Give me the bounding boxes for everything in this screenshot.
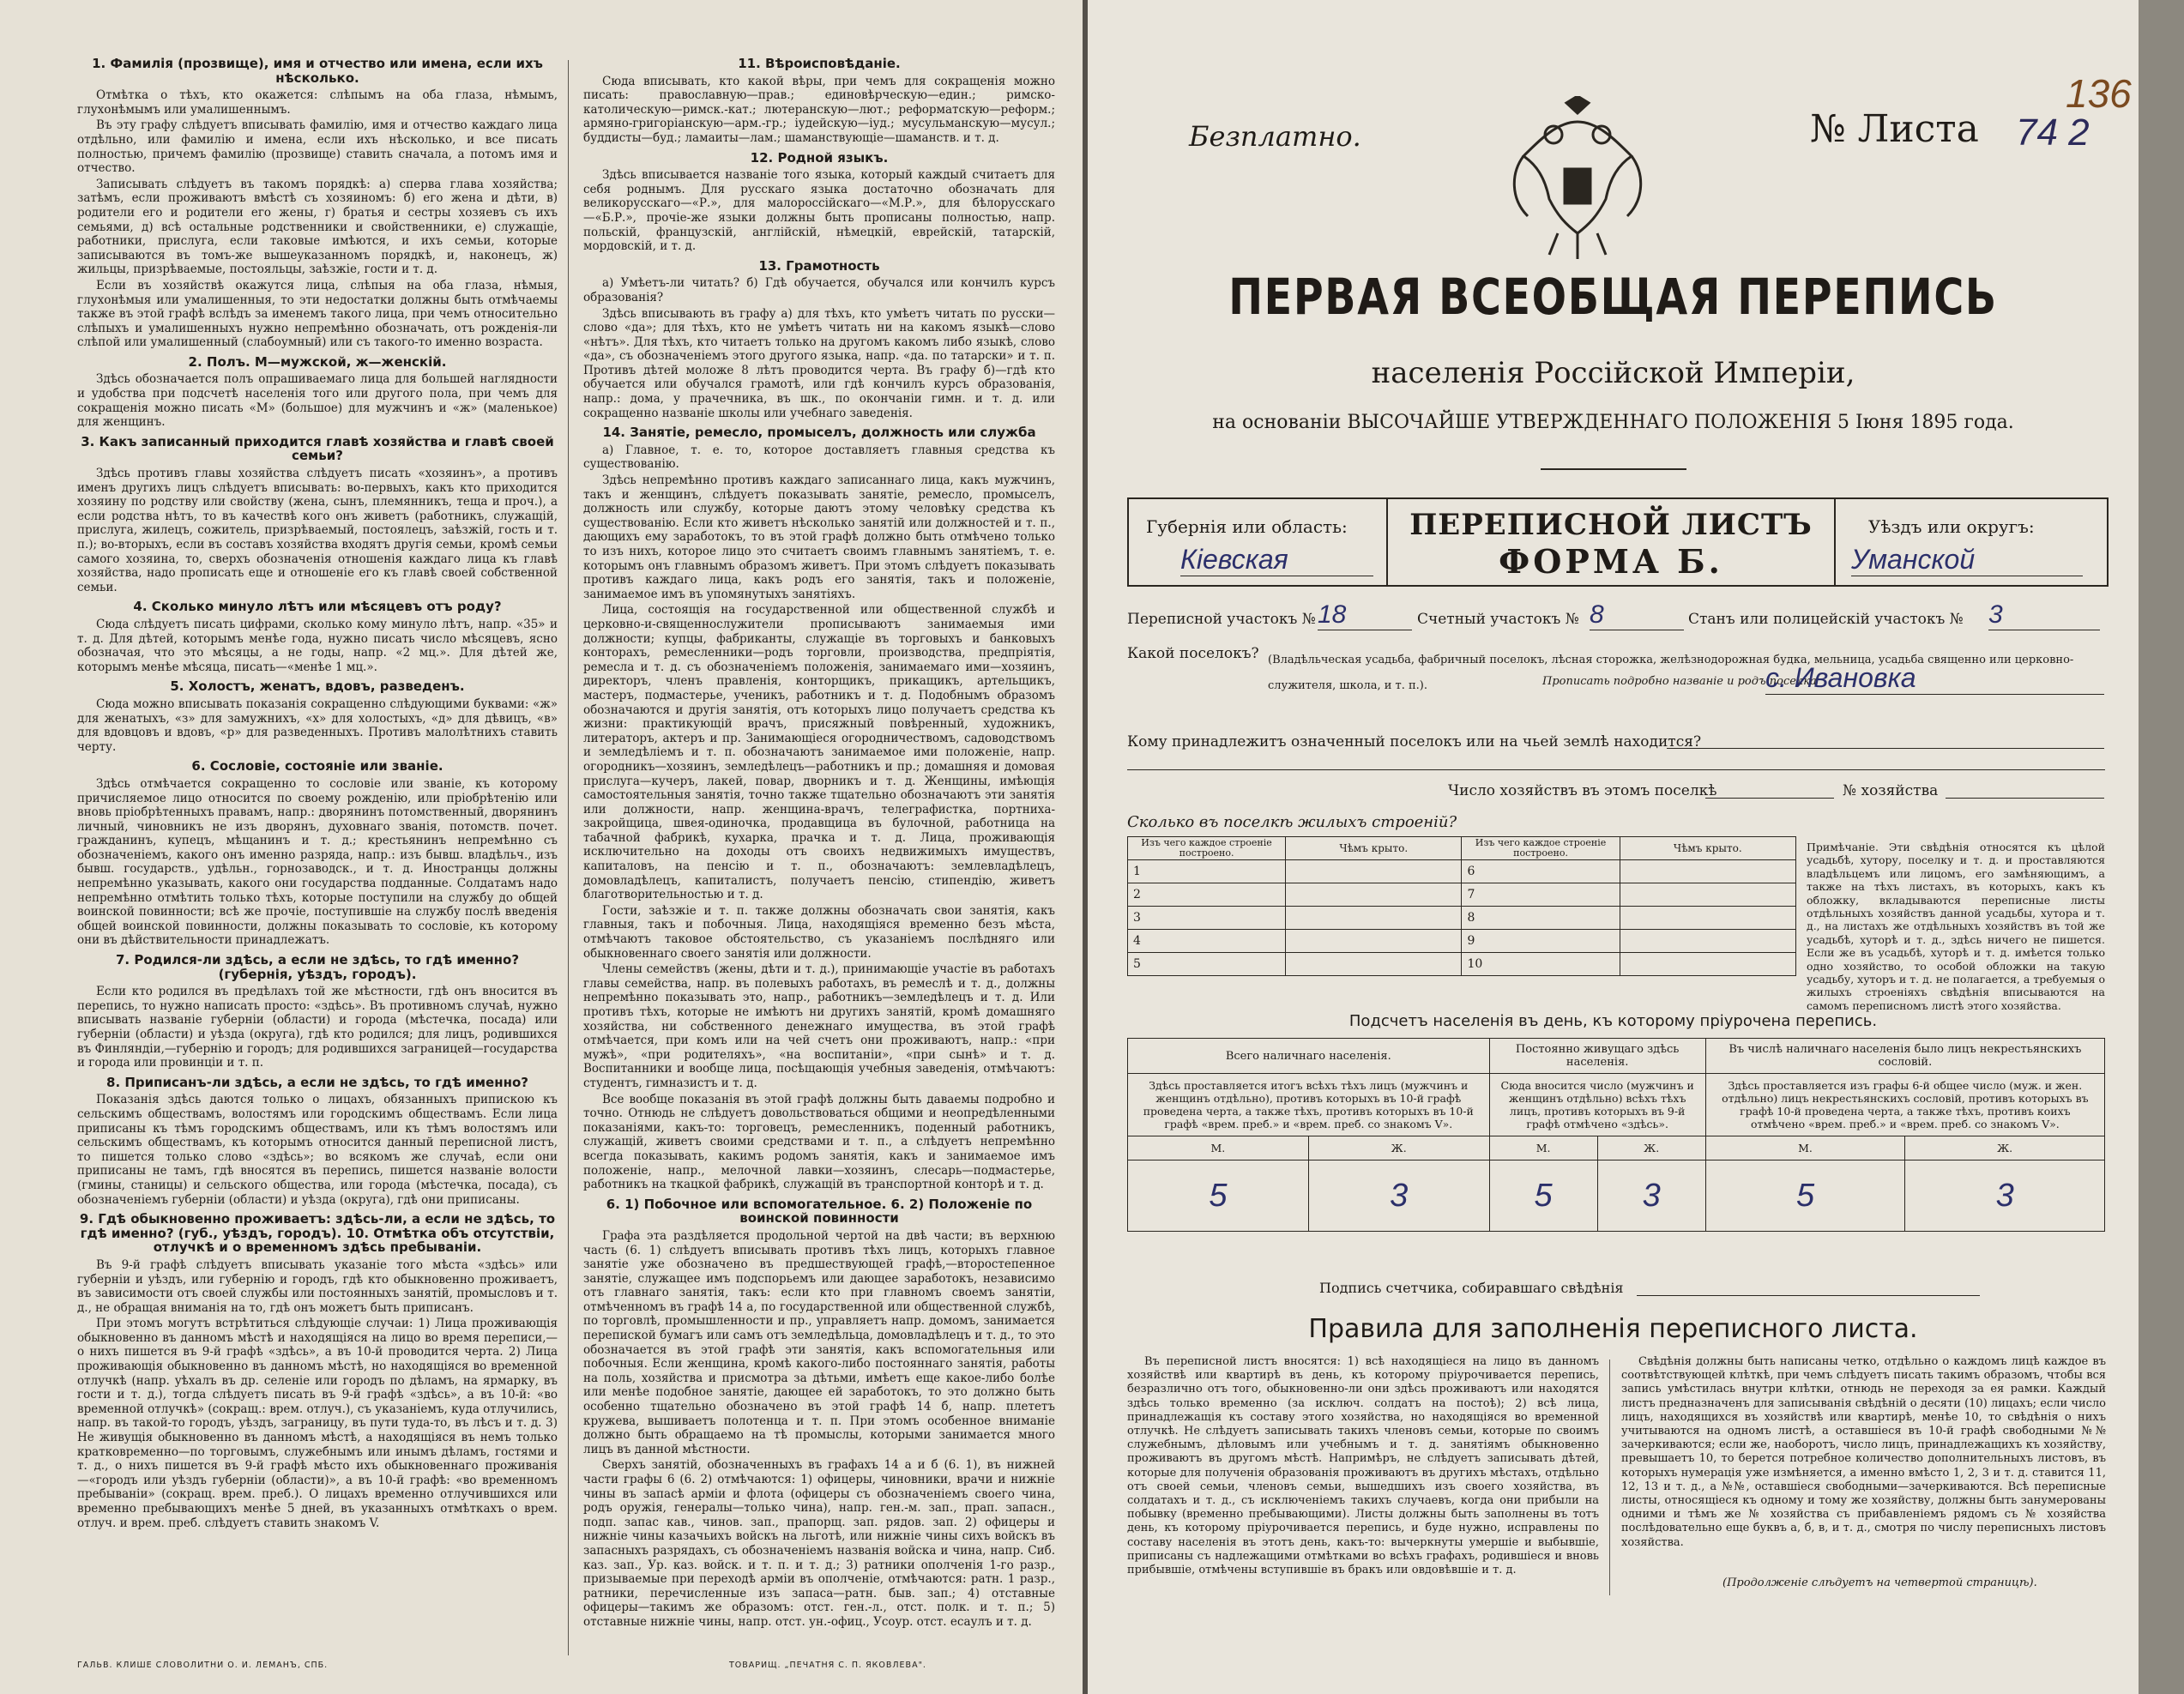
uezd-cell [1834, 499, 2107, 585]
poselok-value: с. Ивановка [1765, 662, 2104, 695]
section-heading: 9. Гдѣ обыкновенно проживаетъ: здѣсь-ли, а если не здѣсь, то гдѣ именно? (губ., уѣздъ, городъ). 10. Отмѣтка объ отсутствіи, отлучкѣ и о временномъ здѣсь пребываніи. [79, 1211, 556, 1256]
paragraph: Показанія здѣсь даются только о лицахъ, обязанныхъ припискою къ сельскимъ обществамъ, волостямъ или городскимъ обществамъ. Если лица приписаны къ тѣмъ городскимъ обществамъ, или къ тѣмъ волостямъ или сельскимъ обществамъ, къ которымъ относится данный переписной листъ, то пишется только слово «здѣсь»; во всякомъ же случаѣ, если они приписаны не тамъ, гдѣ вносятся въ перепись, пишется названіе волости (гмины, станицы) и сельского общества, или города (мѣстечка, посада), съ обозначеніемъ губерніи (области) и уѣзда (округа), гдѣ они приписаны. [77, 1093, 558, 1207]
household-number-line [1946, 796, 2104, 799]
paragraph: Сюда можно вписывать показанія сокращенно слѣдующими буквами: «ж» для женатыхъ, «з» для замужнихъ, «х» для холостыхъ, «д» для дѣвицъ, «в» для вдовцовъ и вдовъ, «р» для разведенныхъ. Противъ малолѣтнихъ ставить черту. [77, 696, 558, 754]
total-present-description: Здѣсь проставляется итогъ всѣхъ тѣхъ лицъ (мужчинъ и женщинъ отдѣльно), противъ которыхъ въ 10-й графѣ проведена черта, а также тѣхъ, противъ которыхъ въ 10-й графѣ «врем. преб.» и «врем. преб. со знакомъ V». [1128, 1074, 1490, 1136]
section-heading: 6. 1) Побочное или вспомогательное. 6. 2) Положеніе по воинской повинности [606, 1196, 1033, 1227]
row-num: 4 [1128, 930, 1286, 953]
section-heading: 1. Фамилія (прозвище), имя и отчество или имена, если ихъ нѣсколько. [92, 56, 543, 86]
guberniya-value: Кіевская [1180, 544, 1373, 576]
count-table-header [1128, 1039, 2105, 1074]
perepisnoy-uchastok-label: Переписной участокъ № [1127, 611, 1316, 628]
buildings-table-header [1128, 837, 1796, 860]
paragraph: Если кто родился въ предѣлахъ той же мѣстности, гдѣ онъ вносится въ перепись, то нужно написать просто: «здѣсь». Въ противномъ случаѣ, нужно вписывать названіе губерніи (области) и города (мѣстечка, посада) или губерніи (области) и уѣзда (округа), гдѣ кто родился; для лицъ, родившихся въ Финляндіи,—губернію и городъ; для родившихся заграницей—государства и города или провинціи и т. п. [77, 985, 558, 1070]
paragraph: а) Умѣетъ-ли читать? б) Гдѣ обучается, обучался или кончилъ курсъ образованія? [583, 276, 1055, 304]
count-table-descriptions [1128, 1074, 2105, 1136]
free-label: Безплатно. [1189, 120, 1361, 153]
schetny-uchastok-label: Счетный участокъ № [1417, 611, 1579, 628]
paragraph: Здѣсь противъ главы хозяйства слѣдуетъ писать «хозяинъ», а противъ именъ другихъ лицъ слѣдуетъ вписывать: во-первыхъ, какъ кто приходится хозяину по родству или свойству (жена, сынъ, племянникъ, теща и проч.), а если родства нѣтъ, то въ качествѣ кого онъ живетъ (работникъ, служащій, прислуга, жилецъ, сожитель, призрѣваемый, постоялецъ, заѣзжій, гость и т. п.); во-вторыхъ, если въ составъ хозяйства входятъ другія семьи, кромѣ семьи самого хозяина, то, сверхъ обозначенія отношенія каждаго лица къ главѣ хозяйства, надо прописать еще и отношеніе его къ главѣ своей собственной семьи. [77, 467, 558, 594]
total-male-value: 5 [1128, 1160, 1309, 1232]
owner-value-line [1667, 746, 2104, 749]
stan-label: Станъ или полицейскій участокъ № [1688, 611, 1964, 628]
male-label: М. [1489, 1136, 1597, 1160]
population-count-table [1127, 1038, 2105, 1232]
census-form-page [1088, 0, 2139, 1694]
section-heading: 14. Занятіе, ремесло, промыселъ, должность или служба [602, 425, 1036, 441]
schetny-uchastok-value: 8 [1590, 600, 1684, 630]
roof-header: Чѣмъ крыто. [1286, 837, 1462, 860]
rules-title: Правила для заполненія переписного листа. [1308, 1314, 1918, 1344]
paragraph: Здѣсь вписывають въ графу а) для тѣхъ, кто умѣетъ читать по русски—слово «да»; для тѣхъ, кто не умѣетъ читать ни на какомъ языкѣ—слово «нѣтъ». Для тѣхъ, кто читаетъ только на другомъ какомъ либо языкѣ, слово «да», съ обозначеніемъ этого другого языка, напр. «да. по татарски» и т. п. Противъ дѣтей моложе 8 лѣтъ проводится черта. Въ графу б)—гдѣ кто обучается или обучался грамотѣ, или гдѣ кончилъ курсъ образованія, напр.: дома, у прачечника, въ шк., по окончаніи гимн. и т. д. или сокращенно названіе школы или учебнаго заведенія. [583, 306, 1055, 420]
count-table-sex-labels [1128, 1136, 2105, 1160]
households-label: Число хозяйствъ въ этомъ поселкѣ [1448, 782, 1717, 799]
paragraph: При этомъ могутъ встрѣтиться слѣдующіе случаи: 1) Лица проживающія обыкновенно въ данномъ мѣстѣ и находящіяся на лицо во время переписи,—о нихъ пишется въ 9-й графѣ «здѣсь», а въ 10-й проводится черта. 2) Лица проживающія обыкновенно въ данномъ мѣстѣ, но находящіяся во временной отлучкѣ (напр. уѣхалъ въ др. селеніе или городъ по дѣламъ, на ярмарку, въ гости и т. д.), тогда слѣдуетъ писать въ 9-й графѣ «здѣсь», а въ 10-й: «во временной отлучкѣ» (сокращ.: врем. отлуч.), съ указаніемъ, куда отлучились, напр. въ такой-то городъ, уѣздъ, заграницу, въ пути туда-то, въ лѣсъ и т. д. 3) Не живущія обыкновенно въ данномъ мѣстѣ, а находящіяся въ немъ только кратковременно—по торговымъ, служебнымъ или инымъ дѣламъ, гостями и т. д., о нихъ пишется въ 9-й графѣ мѣсто ихъ обыкновеннаго проживанія—«городъ или уѣздъ губерніи (области)», а въ 10-й графѣ: «во временномъ пребываніи» (сокращ. врем. преб.). О лицахъ временно отлучившихся или временно пребывающихъ менѣе 5 дней, въ указанныхъ отмѣткахъ о врем. отлуч. и врем. преб. слѣдуетъ ставить знакомъ V. [77, 1317, 558, 1530]
row-num: 10 [1462, 953, 1620, 976]
instructions-column-1 [77, 51, 558, 1532]
count-table-values [1128, 1160, 2105, 1232]
table-row [1128, 907, 1796, 930]
household-number-label: № хозяйства [1843, 782, 1939, 799]
buildings-table [1127, 836, 1796, 976]
uezd-value: Уманской [1851, 544, 2083, 576]
section-heading: 12. Родной языкъ. [750, 149, 889, 166]
non-peasant-header: Въ числѣ наличнаго населенія было лицъ некрестьянскихъ сословій. [1705, 1039, 2104, 1074]
paragraph: Записывать слѣдуетъ въ такомъ порядкѣ: а) сперва глава хозяйства; затѣмъ, если проживаютъ вмѣстѣ съ хозяиномъ: б) его жена и дѣти, в) родители его и родители его жены, г) братья и сестры хозяевъ съ ихъ семьями, д) всѣ остальные родственники и свойственники, е) служащіе, работники, прислуга, если таковые имѣются, и ихъ семьи, которые записываются въ томъ-же вышеуказанномъ порядкѣ, и, наконецъ, ж) жильцы, призрѣваемые, постояльцы, заѣзжіе, гости и т. д. [77, 177, 558, 277]
form-title-cell [1386, 499, 1836, 585]
poselok-label: Какой поселокъ? [1127, 645, 1259, 662]
total-present-header: Всего наличнаго населенія. [1128, 1039, 1490, 1074]
form-title: ПЕРЕПИСНОЙ ЛИСТЪ [1409, 508, 1813, 542]
table-row [1128, 953, 1796, 976]
total-female-value: 3 [1308, 1160, 1489, 1232]
census-title: ПЕРВАЯ ВСЕОБЩАЯ ПЕРЕПИСЬ [1228, 268, 1998, 326]
paragraph: Лица, состоящія на государственной или общественной службѣ и церковно-и-священнослужители прописываютъ занимаемыя ими должности; купцы, фабриканты, служащіе въ торговыхъ и банковыхъ конторахъ, ремесленники—родъ торговли, производства, предпріятія, ремесла и т. д. съ обозначеніемъ положенія, занимаемаго ими—хозяинъ, директоръ, членъ правленія, конторщикъ, прикащикъ, артельщикъ, мастеръ, подмастерье, ученикъ, работникъ и т. д. Подобнымъ образомъ обозначаются и другія занятія, отъ которыхъ лицо получаетъ средства къ жизни: практикующій врачъ, присяжный повѣренный, художникъ, литераторъ, актеръ и пр. Занимающіеся огородничествомъ, садоводствомъ и земледѣліемъ и т. п. обозначаютъ занимаемое ими положеніе, напр. огородникъ—хозяинъ, земледѣлецъ—работникъ и пр.; домашняя и домовая прислуга—кучеръ, лакей, повар, дворникъ и т. д. Женщины, имѣющія самостоятельныя занятія, точно также тщательно обозначаютъ эти занятія или должности, напр. женщина-врачъ, телеграфистка, портниха-закройщица, швея-одиночка, продавщица въ булочной, работница на табачной фабрикѣ, кухарка, прачка и т. д. Лица, проживающія исключительно на доходы отъ своихъ недвижимыхъ имуществъ, капиталовъ, на пенсію и т. п., обозначаютъ: землевладѣлецъ, домовладѣлецъ, капиталистъ, получаетъ пенсію, стипендію, живетъ благотворительностью и т. д. [583, 603, 1055, 902]
guberniya-label: Губернія или область: [1146, 516, 1348, 537]
stan-value: 3 [1988, 600, 2100, 630]
row-num: 2 [1128, 883, 1286, 907]
instructions-column-2 [583, 51, 1055, 1631]
paragraph: Здѣсь непремѣнно противъ каждаго записаннаго лица, какъ мужчинъ, такъ и женщинъ, слѣдуетъ показывать занятіе, ремесло, промыселъ, должность или службу, которые даютъ этому человѣку средства къ существованію. Если кто живетъ нѣсколько занятій или должностей и т. п., дающихъ ему заработокъ, то въ этой графѣ должно быть отмѣчено только то изъ нихъ, которое лицо это считаетъ своимъ главнымъ занятіемъ, т. е. которымъ онъ главнымъ образомъ живетъ. При этомъ слѣдуетъ показывать противъ каждаго лица, какъ родъ его занятія, такъ и положеніе, занимаемое имъ въ упомянутыхъ занятіяхъ. [583, 473, 1055, 601]
paragraph: Сюда слѣдуетъ писать цифрами, сколько кому минуло лѣтъ, напр. «35» и т. д. Для дѣтей, которымъ менѣе года, нужно писать число мѣсяцевъ, ясно обозначая, что это мѣсяцы, а не годы, напр. «2 мц.». Для дѣтей же, которымъ менѣе мѣсяца, писать—«менѣе 1 мц.». [77, 617, 558, 674]
rules-divider [1609, 1359, 1610, 1595]
counter-signature-label: Подпись счетчика, собиравшаго свѣдѣнія [1319, 1280, 1624, 1296]
row-num: 3 [1128, 907, 1286, 930]
section-heading: 5. Холостъ, женатъ, вдовъ, разведенъ. [170, 678, 465, 695]
counter-signature-line [1637, 1293, 1980, 1296]
female-label: Ж. [1597, 1136, 1705, 1160]
population-count-title: Подсчетъ населенія въ день, къ которому пріурочена перепись. [1348, 1012, 1878, 1030]
section-heading: 7. Родился-ли здѣсь, а если не здѣсь, то гдѣ именно? (губернія, уѣздъ, городъ). [115, 952, 520, 982]
rules-text-left: Въ переписной листъ вносятся: 1) всѣ находящіеся на лицо въ данномъ хозяйствѣ или квартирѣ въ день, къ которому пріурочивается перепись, безразлично отъ того, обыкновенно-ли они здѣсь проживаютъ или находятся здѣсь только временно (за исключ. солдатъ на постоѣ); 2) всѣ лица, принадлежащія къ составу этого хозяйства, но находящіяся во временной отлучкѣ. Не слѣдуетъ записывать такихъ членовъ семьи, которые по своимъ служебнымъ, дѣловымъ или учебнымъ и т. д. занятіямъ обыкновенно проживаютъ въ другомъ мѣстѣ. Напримѣръ, не слѣдуетъ записывать дѣтей, которые для полученія образованія проживаютъ въ другихъ мѣстахъ, отдѣльно отъ своей семьи, членовъ семьи, вышедшихъ изъ своего хозяйства, въ солдатахъ и т. д., съ исключеніемъ такихъ случаевъ, когда они прибыли на побывку (временно пребывающими). Листы должны быть заполнены въ тотъ день, къ которому пріурочивается перепись, и буде нужно, исправлены по составу населенія въ этотъ день, какъ-то: вычеркнуты умершіе и выбывшіе, приписаны съ надлежащими отмѣтками во всѣхъ графахъ, родившіеся и вновь прибывшіе, отмѣчены вступившіе въ бракъ или овдовѣвшіе и т. д. [1127, 1355, 1599, 1577]
female-label: Ж. [1308, 1136, 1489, 1160]
section-heading: 11. Вѣроисповѣданіе. [738, 56, 901, 71]
row-num: 6 [1462, 860, 1620, 883]
double-headed-eagle-emblem-icon [1506, 96, 1649, 268]
sheet-number-label: № Листа [1810, 107, 1979, 151]
paragraph: Сюда вписывать, кто какой вѣры, при чемъ для сокращенія можно писать: православную—прав.; единовѣрческую—един.; римско-католическую—римск.-кат.; лютеранскую—лют.; реформатскую—реформ.; армяно-григоріанскую—арм.-гр.; іудейскую—іуд.; мусульманскую—мусул.; буддисты—буд.; ламаиты—лам.; шаманствующіе—шаманств. и т. д. [583, 74, 1055, 145]
table-row [1128, 930, 1796, 953]
owner-value-line-2 [1127, 768, 2105, 770]
permanent-residents-description: Сюда вносится число (мужчинъ и женщинъ отдѣльно) всѣхъ тѣхъ лицъ, противъ которыхъ въ 9-й графѣ отмѣчено «здѣсь». [1489, 1074, 1705, 1136]
row-num: 9 [1462, 930, 1620, 953]
row-num: 1 [1128, 860, 1286, 883]
perepisnoy-uchastok-value: 18 [1318, 600, 1412, 630]
non-peasant-male-value: 5 [1705, 1160, 1905, 1232]
uezd-label: Уѣздъ или округъ: [1868, 516, 2035, 537]
paragraph: Въ эту графу слѣдуетъ вписывать фамилію, имя и отчество каждаго лица отдѣльно, или фамилію и имена, если ихъ нѣсколько, и все писать полностью, причемъ фамилію (прозвище) ставить сначала, а потомъ имя и отчество. [77, 118, 558, 176]
section-heading: 4. Сколько минуло лѣтъ или мѣсяцевъ отъ роду? [133, 599, 502, 615]
title-divider [1541, 468, 1686, 470]
left-page [0, 0, 1083, 1694]
households-value-line [1705, 796, 1834, 799]
archive-page-number: 136 [2066, 71, 2132, 116]
paragraph: Въ 9-й графѣ слѣдуетъ вписывать указаніе того мѣста «здѣсь» или губерніи и уѣздъ, или губернію и городъ, гдѣ кто обыкновенно проживаетъ, въ зависимости отъ своей службы или постоянныхъ занятій, промысловъ и т. д., не обращая вниманія на то, гдѣ онъ можетъ быть приписанъ. [77, 1257, 558, 1315]
table-row [1128, 860, 1796, 883]
row-num: 8 [1462, 907, 1620, 930]
paragraph: Если въ хозяйствѣ окажутся лица, слѣпыя на оба глаза, нѣмыя, глухонѣмыя или умалишенныя, то эти недостатки должны быть отмѣчаемы также въ этой графѣ вслѣдъ за именемъ такого лица, при чемъ относительно слѣпыхъ и умалишенныхъ нужно непремѣнно обозначать, отъ рожденія-ли слѣпой или умалишенный (слабоумный) или съ такого-то именно возраста. [77, 278, 558, 350]
permanent-residents-header: Постоянно живущаго здѣсь населенія. [1489, 1039, 1705, 1074]
buildings-note: Примѣчаніе. Эти свѣдѣнія относятся къ цѣлой усадьбѣ, хутору, поселку и т. д. и проставляются владѣльцемъ или лицомъ, его замѣняющимъ, а также на тѣхъ листахъ, въ которыхъ, какъ къ обложку, вкладываются переписные листы отдѣльныхъ хозяйствъ данной усадьбы, хутора и т. д., на листахъ же отдѣльныхъ хозяйствъ въ той же усадьбѣ, хуторѣ и т. д., здѣсь ничего не пишется. Если же въ усадьбѣ, хуторѣ и т. д. имѣется только одно хозяйство, то особой обложки на такую усадьбу, хуторъ и т. д. не полагается, а требуемыя о жилыхъ строеніяхъ свѣдѣнія вписываются на самомъ переписномъ листѣ этого хозяйства. [1807, 841, 2105, 1012]
next-page-edge [2139, 0, 2184, 1694]
paragraph: Графа эта раздѣляется продольной чертой на двѣ части; въ верхнюю часть (6. 1) слѣдуетъ вписывать противъ тѣхъ лицъ, которыхъ главное занятіе уже обозначено въ предшествующей графѣ,—второстепенное занятіе, служащее имъ подспорьемъ или дающее заработокъ, независимо отъ главнаго занятія, такъ: если кто при главномъ своемъ занятіи, отмѣченномъ въ графѣ 14 а, по государственной или общественной службѣ, по торговлѣ, промышленности и пр., управляетъ напр. домомъ, занимается перепиской бумагъ или самъ отъ земледѣльца, домовладѣлецъ и т. д., то это обозначается въ этой графѣ эти занятія, какъ вспомогательныя или побочныя. Если женщина, кромѣ какого-либо постояннаго занятія, работы на поль, хозяйства и присмотра за дѣтьми, имѣетъ еще какое-либо болѣе или менѣе подобное занятіе, дающее ей заработокъ, то это должно быть особенно тщательно обозначено въ этой графѣ 14 б, напр. плететъ кружева, вышиваетъ полотенца и т. п. При этомъ особенное вниманіе должно быть обращаемо на тѣ промыслы, которыми занимается много лицъ въ данной мѣстности. [583, 1228, 1055, 1456]
row-num: 5 [1128, 953, 1286, 976]
column-divider [568, 60, 569, 1655]
census-decree: на основаніи ВЫСОЧАЙШЕ УТВЕРЖДЕННАГО ПОЛОЖЕНІЯ 5 Іюня 1895 года. [1212, 412, 2014, 433]
section-heading: 3. Какъ записанный приходится главѣ хозяйства и главѣ своей семьи? [81, 433, 554, 464]
census-subtitle: населенія Россійской Имперіи, [1371, 356, 1855, 390]
rules-text-right: Свѣдѣнія должны быть написаны четко, отдѣльно о каждомъ лицѣ каждое въ соотвѣтствующей клѣткѣ, при чемъ слѣдуетъ писать такимъ образомъ, чтобы вся запись умѣстилась внутри клѣтки, отнюдь не переходя за ея рамки. Каждый листъ предназначенъ для записыванія свѣдѣній о десяти (10) лицахъ; если число лицъ, находящихся въ хозяйствѣ или квартирѣ, менѣе 10, то свѣдѣнія о нихъ учитываются на одномъ листѣ, а оставшіеся въ 10-й графѣ свободными №№ зачеркиваются; если же, наоборотъ, число лицъ, принадлежащихъ къ хозяйству, превышаетъ 10, то берется потребное количество дополнительныхъ листовъ, въ которыхъ нумерація уже измѣняется, а именно вмѣсто 1, 2, 3 и т. д. ставится 11, 12, 13 и т. д., а №№, оставшіеся свободными—зачеркиваются. Всѣ переписные листы, относящіеся къ одному и тому же хозяйству, должны быть занумерованы одними и тѣмъ же № хозяйства съ прибавленіемъ рядомъ съ № хозяйства послѣдовательно еще буквъ а, б, в, и т. д., смотря по числу переписныхъ листовъ хозяйства. [1621, 1355, 2106, 1549]
printer-credit-right: ТОВАРИЩ. „ПЕЧАТНЯ С. П. ЯКОВЛЕВА". [729, 1661, 926, 1670]
buildings-label: Сколько въ поселкѣ жилыхъ строеній? [1127, 813, 1457, 831]
paragraph: Все вообще показанія въ этой графѣ должны быть даваемы подробно и точно. Отнюдь не слѣдуетъ довольствоваться общими и неопредѣленными показаніями, какъ-то: торговецъ, ремесленникъ, поденный работникъ, служащій, живетъ своими средствами и т. п., а слѣдуетъ непремѣнно всегда показывать, какимъ родомъ занятія, какъ и занимаемое имъ положеніе, напр., мелочной лавки—хозяинъ, слесарь—подмастерье, работникъ на ткацкой фабрикѣ, служащій въ транспортной конторѣ и т. д. [583, 1092, 1055, 1192]
section-heading: 2. Полъ. М—мужской, ж—женскій. [188, 353, 447, 370]
non-peasant-description: Здѣсь проставляется изъ графы 6-й общее число (муж. и жен. отдѣльно) лицъ некрестьянскихъ сословій, противъ которыхъ въ графѣ 10-й проведена черта, а также тѣхъ, противъ коихъ отмѣчено «врем. преб.» и «врем. преб. со знакомъ V». [1705, 1074, 2104, 1136]
sheet-number-value: 74 2 [2016, 112, 2090, 154]
material-header-2: Изъ чего каждое строеніе построено. [1462, 837, 1620, 860]
poselok-hint: (Владѣльческая усадьба, фабричный поселокъ, лѣсная сторожка, желѣзнодорожная будка, мельница, усадьба священно или церковно-служителя, школа, и т. п.). [1268, 654, 2074, 692]
owner-label: Кому принадлежитъ означенный поселокъ или на чьей землѣ находится? [1127, 733, 1702, 751]
section-heading: 8. Приписанъ-ли здѣсь, а если не здѣсь, то гдѣ именно? [106, 1074, 528, 1090]
paragraph: а) Главное, т. е. то, которое доставляетъ главныя средства къ существованію. [583, 443, 1055, 472]
table-row [1128, 883, 1796, 907]
permanent-male-value: 5 [1489, 1160, 1597, 1232]
row-num: 7 [1462, 883, 1620, 907]
roof-header-2: Чѣмъ крыто. [1620, 837, 1795, 860]
section-heading: 13. Грамотность [758, 257, 880, 274]
section-heading: 6. Сословіе, состояніе или званіе. [191, 758, 443, 775]
rules-continuation: (Продолженіе слѣдуетъ на четвертой страницѣ). [1722, 1576, 2037, 1589]
paragraph: Здѣсь отмѣчается сокращенно то сословіе или званіе, къ которому причисляемое лицо относится по своему рожденію, или пріобрѣтенію или вновь пріобрѣтенныхъ правамъ, напр.: дворянинъ потомственный, дворянинъ личный, чиновникъ не изъ дворянъ, духовнаго званія, потомств. почет. гражданинъ, купецъ, мѣщанинъ и т. д.; крестьянинъ непремѣнно съ обозначеніемъ, какого онъ именно разряда, напр.: изъ бывш. владѣльч., изъ бывш. государств., удѣльн., горнозаводск., и т. д. Иностранцы должны непремѣнно указывать, какого они государства подданные. Солдатамъ надо непремѣнно отмѣтить только тѣхъ, которые поступили на службу до общей воинской повинности; всѣ же прочіе, поступившіе на службу послѣ введенія общей воинской повинности, должны показывать то сословіе, къ которому они въ дѣйствительности принадлежатъ. [77, 776, 558, 948]
form-header-box [1127, 497, 2109, 587]
non-peasant-female-value: 3 [1905, 1160, 2105, 1232]
material-header: Изъ чего каждое строеніе построено. [1128, 837, 1286, 860]
permanent-female-value: 3 [1597, 1160, 1705, 1232]
guberniya-cell [1129, 499, 1386, 585]
paragraph: Здѣсь вписывается названіе того языка, который каждый считаетъ для себя роднымъ. Для русскаго языка достаточно обозначать для великорусскаго—«Р.», для малороссійскаго—«М.Р.», для бѣлорусскаго—«Б.Р.», прочіе-же языки должны быть прописаны полностью, напр. польскій, французскій, англійскій, нѣмецкій, еврейскій, татарскій, мордовскій, и т. д. [583, 168, 1055, 254]
paragraph: Отмѣтка о тѣхъ, кто окажется: слѣпымъ на оба глаза, нѣмымъ, глухонѣмымъ или умалишеннымъ. [77, 88, 558, 117]
paragraph: Здѣсь обозначается полъ опрашиваемаго лица для большей наглядности и удобства при подсчетѣ населенія того или другого пола, при чемъ для сокращенія можно писать «М» (большое) для мужчинъ и «ж» (маленькое) для женщинъ. [77, 372, 558, 430]
paragraph: Сверхъ занятій, обозначенныхъ въ графахъ 14 а и б (6. 1), въ нижней части графы 6 (6. 2) отмѣчаются: 1) офицеры, чиновники, врачи и нижніе чины въ запасѣ арміи и флота (офицеры съ обозначеніемъ своего чина, родъ оружія, генералы—только чина), напр. ген.-м. зап., прап. запасн., подп. запас кав., чинов. зап., прапорщ. зап. рядов. зап. 2) офицеры и нижніе чины казачьихъ войскъ на льготѣ, или нижніе чины сихъ войскъ въ запасныхъ разрядахъ, съ обозначеніемъ названія войска и чина, напр. Сиб. каз. зап., Ур. каз. войск. и т. п. и т. д.; 3) ратники ополченія 1-го разр., призываемые при переходѣ арміи въ ополченіе, отмѣчаются: ратн. 1 разр., ратники, перечисленные изъ запаса—ратн. быв. зап.; 4) отставные офицеры—такимъ же образомъ: отст. ген.-л., отст. полк. и т. п.; 5) отставные нижніе чины, напр. отст. ун.-офиц., Усоур. отст. есаулъ и т. д. [583, 1458, 1055, 1629]
male-label: М. [1705, 1136, 1905, 1160]
printer-credit-left: ГАЛЬВ. КЛИШЕ СЛОВОЛИТНИ О. И. ЛЕМАНЪ, СПБ. [77, 1661, 329, 1670]
poselok-instruction: Прописать подробно названіе и родъ поселка [1542, 675, 1817, 688]
male-label: М. [1128, 1136, 1309, 1160]
paragraph: Гости, заѣзжіе и т. п. также должны обозначать свои занятія, какъ главныя, такъ и побочныя. Лица, находящіяся временно безъ мѣста, отмѣчаютъ таковое обстоятельство, съ указаніемъ послѣдняго или обыкновеннаго своего занятія или должности. [583, 903, 1055, 961]
female-label: Ж. [1905, 1136, 2105, 1160]
form-subtitle: ФОРМА Б. [1499, 542, 1723, 581]
paragraph: Члены семействъ (жены, дѣти и т. д.), принимающіе участіе въ работахъ главы семейства, напр. въ полевыхъ работахъ, въ ремеслѣ и т. д., должны непремѣнно показывать это, напр., работникъ—земледѣлецъ и т. д. Или противъ тѣхъ, которые не имѣютъ ни другихъ занятій, кромѣ домашняго хозяйства, ни собственного денежнаго имущества, въ этой графѣ отмѣчается, при комъ или на чей счетъ они проживаютъ, напр.: «при мужѣ», «при родителяхъ», «на воспитаніи», «при сынѣ» и т. д. Воспитанники и вообще лица, посѣщающія учебныя заведенія, отмѣчаютъ: студентъ, гимназистъ и т. д. [583, 962, 1055, 1090]
